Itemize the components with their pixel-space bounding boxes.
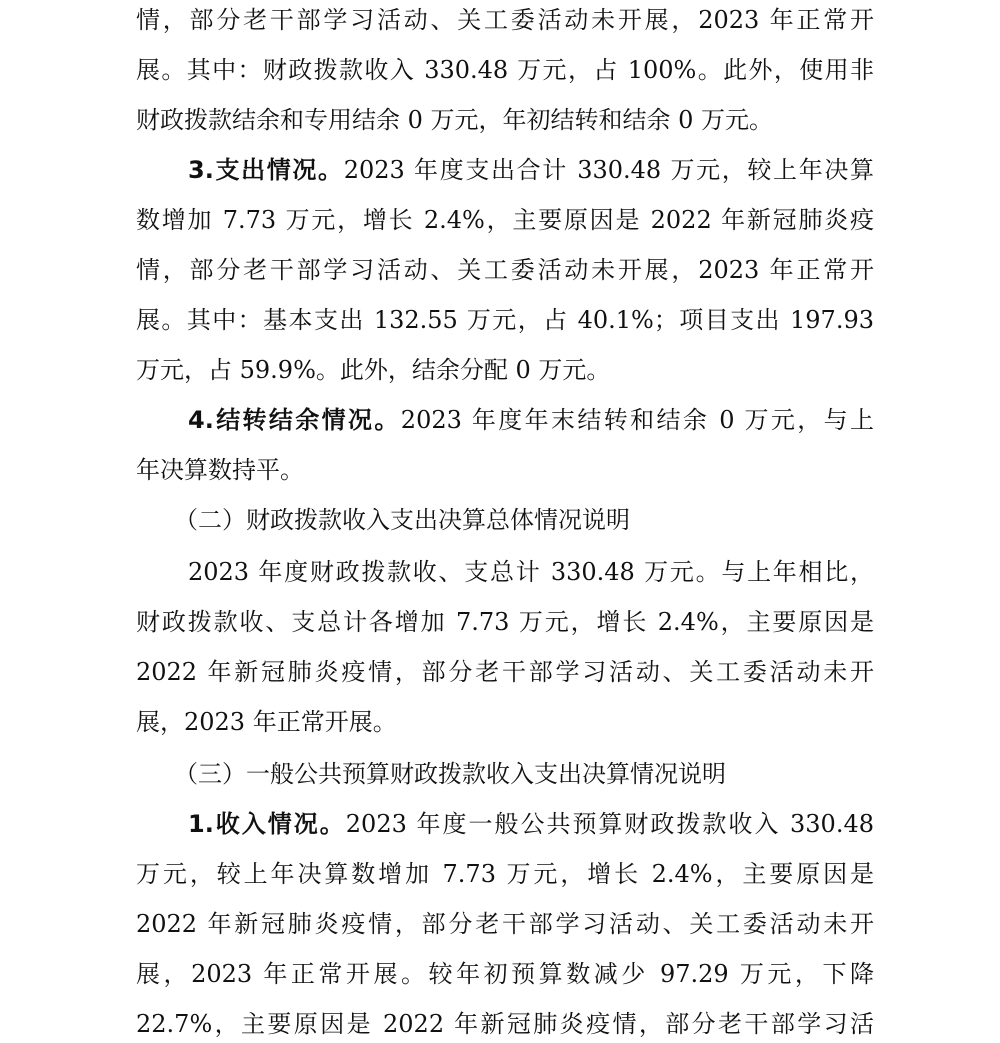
line-text: 财政拨款收、支总计各增加 7.73 万元，增长 2.4%，主要原因是 xyxy=(136,608,874,636)
heading-text: （二）财政拨款收入支出决算总体情况说明 xyxy=(174,506,630,534)
paragraph-line xyxy=(136,1007,874,1041)
line-text: 2023 年度财政拨款收、支总计 330.48 万元。与上年相比， xyxy=(188,558,874,586)
line-text: 年决算数持平。 xyxy=(136,456,304,484)
section-lead: 4.结转结余情况。 xyxy=(188,406,401,434)
line-text: 2023 年度支出合计 330.48 万元，较上年决算 xyxy=(343,156,874,184)
paragraph-line xyxy=(136,907,874,941)
line-text: 情，部分老干部学习活动、关工委活动未开展，2023 年正常开 xyxy=(136,6,874,34)
line-text: 2022 年新冠肺炎疫情，部分老干部学习活动、关工委活动未开 xyxy=(136,658,874,686)
line-text: 展。其中：财政拨款收入 330.48 万元，占 100%。此外，使用非 xyxy=(136,56,874,84)
line-text: 万元，占 59.9%。此外，结余分配 0 万元。 xyxy=(136,356,611,384)
paragraph-line xyxy=(188,555,874,589)
heading-text: （三）一般公共预算财政拨款收入支出决算情况说明 xyxy=(174,760,726,788)
paragraph-line xyxy=(136,353,874,387)
section-lead: 3.支出情况。 xyxy=(188,156,344,184)
paragraph-line xyxy=(136,857,874,891)
line-text: 数增加 7.73 万元，增长 2.4%，主要原因是 2022 年新冠肺炎疫 xyxy=(136,206,874,234)
paragraph-line xyxy=(136,957,874,991)
line-text: 情，部分老干部学习活动、关工委活动未开展，2023 年正常开 xyxy=(136,256,874,284)
line-text: 财政拨款结余和专用结余 0 万元，年初结转和结余 0 万元。 xyxy=(136,106,774,134)
paragraph-line xyxy=(136,655,874,689)
paragraph-line xyxy=(188,403,874,437)
paragraph-line xyxy=(136,253,874,287)
section-heading xyxy=(174,503,874,537)
line-text: 2023 年度年末结转和结余 0 万元，与上 xyxy=(400,406,874,434)
section-lead: 1.收入情况。 xyxy=(188,810,346,838)
paragraph-line xyxy=(136,3,874,37)
paragraph-line xyxy=(136,705,874,739)
paragraph-line xyxy=(136,453,874,487)
paragraph-line xyxy=(136,203,874,237)
paragraph-line xyxy=(188,153,874,187)
paragraph-line xyxy=(136,605,874,639)
line-text: 2022 年新冠肺炎疫情，部分老干部学习活动、关工委活动未开 xyxy=(136,910,874,938)
section-heading xyxy=(174,757,874,791)
line-text: 22.7%，主要原因是 2022 年新冠肺炎疫情，部分老干部学习活 xyxy=(136,1010,874,1038)
line-text: 展，2023 年正常开展。较年初预算数减少 97.29 万元，下降 xyxy=(136,960,874,988)
line-text: 展，2023 年正常开展。 xyxy=(136,708,397,736)
line-text: 万元，较上年决算数增加 7.73 万元，增长 2.4%，主要原因是 xyxy=(136,860,874,888)
paragraph-line xyxy=(136,53,874,87)
paragraph-line xyxy=(188,807,874,841)
paragraph-line xyxy=(136,303,874,337)
line-text: 展。其中：基本支出 132.55 万元，占 40.1%；项目支出 197.93 xyxy=(136,306,874,334)
paragraph-line xyxy=(136,103,874,137)
line-text: 2023 年度一般公共预算财政拨款收入 330.48 xyxy=(345,810,874,838)
